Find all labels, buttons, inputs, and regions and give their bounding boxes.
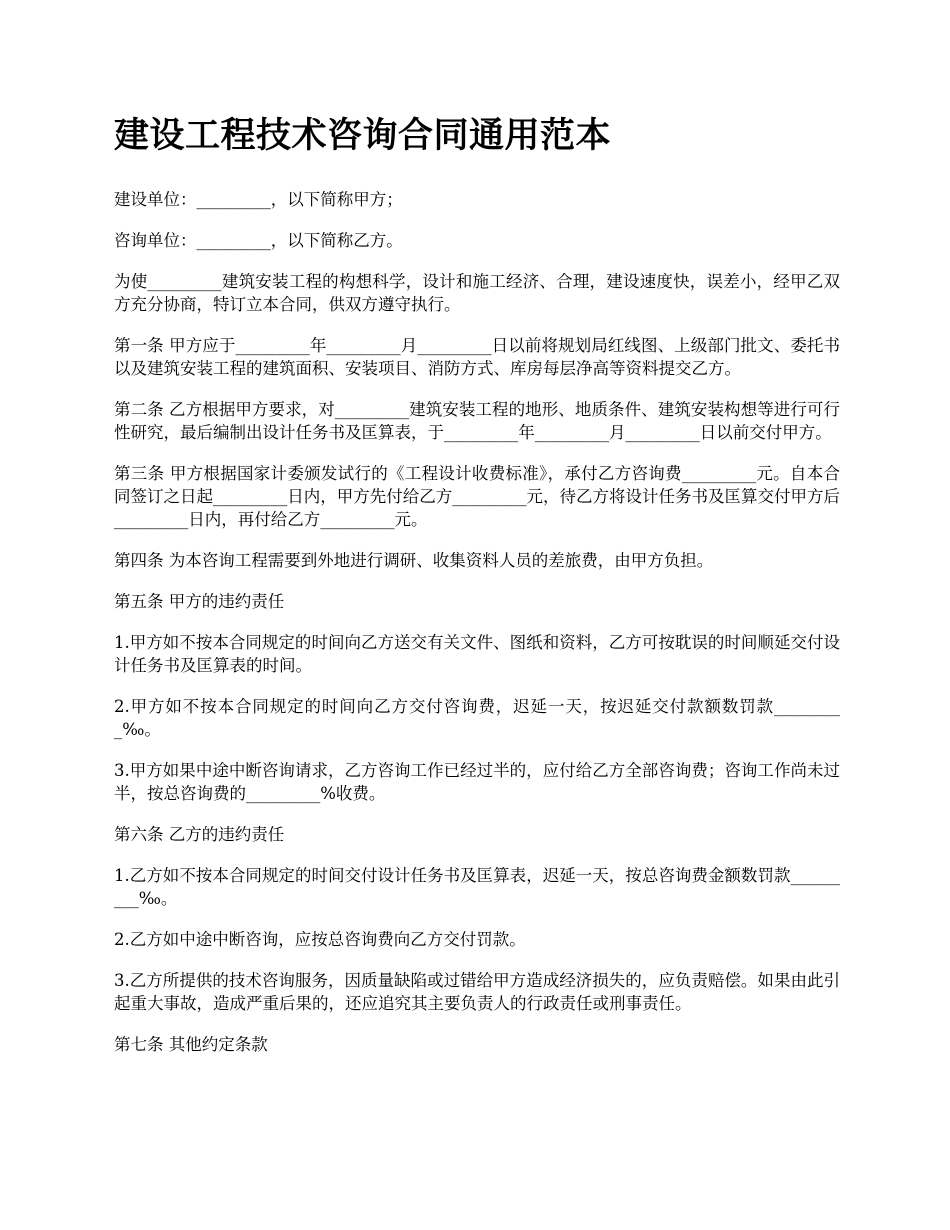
- article-1-paragraph: 第一条 甲方应于_________年_________月_________日以前将规划局红线图、上级部门批文、委托书以及建筑安装工程的建筑面积、安装项目、消防方式、库房每层净高等资料提交乙方。: [114, 336, 840, 378]
- party-b-line: 咨询单位：_________，以下简称乙方。: [114, 231, 403, 250]
- party-a-line: 建设单位：_________，以下简称甲方；: [114, 190, 403, 209]
- article-2-paragraph: 第二条 乙方根据甲方要求，对_________建筑安装工程的地形、地质条件、建筑安装构想等进行可行性研究，最后编制出设计任务书及匡算表，于_________年_________月_________日以前交付甲方。: [114, 400, 840, 442]
- document-title: 建设工程技术咨询合同通用范本: [114, 116, 612, 156]
- article-5-clause-3: 3.甲方如果中途中断咨询请求，乙方咨询工作已经过半的，应付给乙方全部咨询费；咨询工作尚未过半，按总咨询费的_________%收费。: [114, 761, 840, 803]
- article-6-heading: 第六条 乙方的违约责任: [114, 825, 285, 844]
- article-3-paragraph: 第三条 甲方根据国家计委颁发试行的《工程设计收费标准》，承付乙方咨询费_________元。自本合同签订之日起_________日内，甲方先付给乙方_________元，待乙方将设计任务书及匡算交付甲方后_________日内，再付给乙方_________元。: [114, 464, 840, 529]
- article-6-clause-3: 3.乙方所提供的技术咨询服务，因质量缺陷或过错给甲方造成经济损失的，应负责赔偿。如果由此引起重大事故，造成严重后果的，还应追究其主要负责人的行政责任或刑事责任。: [114, 971, 840, 1013]
- article-5-clause-1: 1.甲方如不按本合同规定的时间向乙方送交有关文件、图纸和资料，乙方可按耽误的时间顺延交付设计任务书及匡算表的时间。: [114, 633, 840, 675]
- preamble-paragraph: 为使_________建筑安装工程的构想科学，设计和施工经济、合理，建设速度快，误差小，经甲乙双方充分协商，特订立本合同，供双方遵守执行。: [114, 272, 840, 314]
- article-4-paragraph: 第四条 为本咨询工程需要到外地进行调研、收集资料人员的差旅费，由甲方负担。: [114, 551, 714, 570]
- article-6-clause-1: 1.乙方如不按本合同规定的时间交付设计任务书及匡算表，迟延一天，按总咨询费金额数罚款_________‰。: [114, 866, 840, 908]
- article-5-clause-2: 2.甲方如不按本合同规定的时间向乙方交付咨询费，迟延一天，按迟延交付款额数罚款_________‰。: [114, 697, 840, 739]
- article-5-heading: 第五条 甲方的违约责任: [114, 592, 285, 611]
- article-6-clause-2: 2.乙方如中途中断咨询，应按总咨询费向乙方交付罚款。: [114, 930, 526, 949]
- article-7-heading: 第七条 其他约定条款: [114, 1035, 268, 1054]
